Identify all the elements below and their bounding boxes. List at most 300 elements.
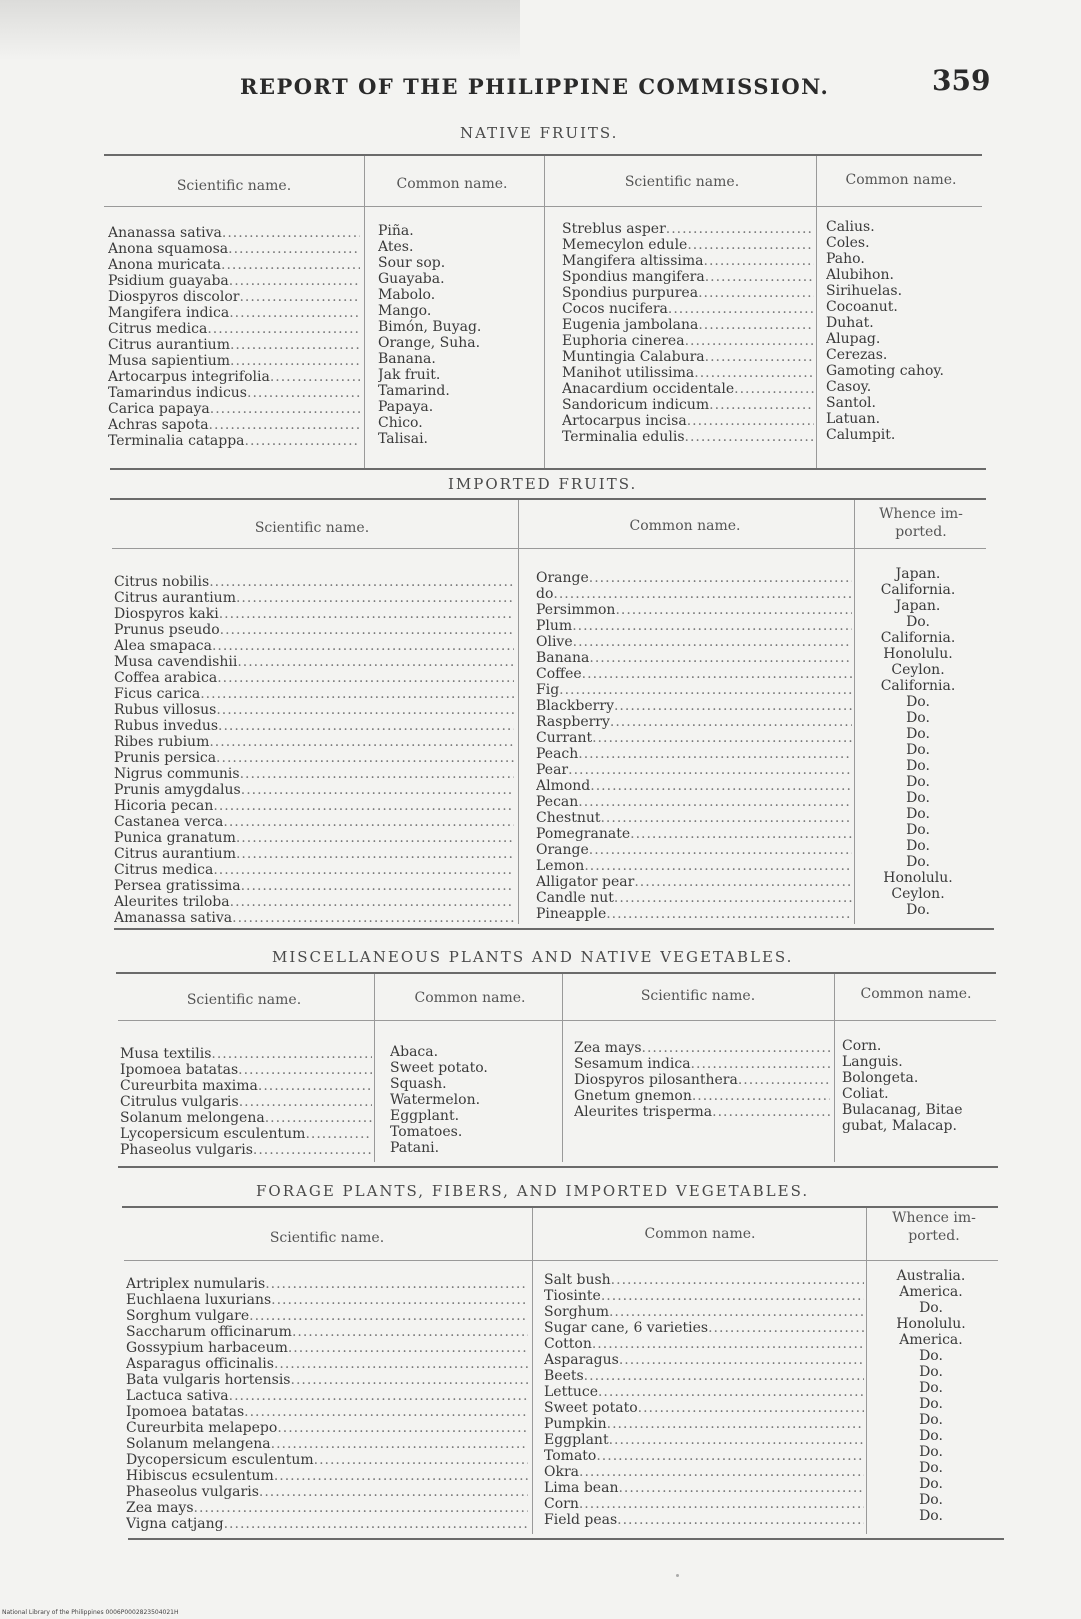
scientific-name-entry-text: Sesamum indica [574, 1056, 691, 1072]
scientific-name-entry-text: Tamarindus indicus [108, 385, 247, 401]
dot-leader [568, 762, 852, 778]
scan-shadow [0, 0, 520, 60]
scientific-name-entry-text: Ipomoea batatas [126, 1404, 245, 1420]
dot-leader [209, 417, 360, 433]
common-name-entry: Jak fruit. [378, 367, 441, 383]
dot-leader [642, 1040, 830, 1056]
scientific-name-entry [114, 606, 514, 622]
origin-entry: Do. [906, 854, 930, 870]
dot-leader [705, 349, 814, 365]
dot-leader [709, 397, 814, 413]
dot-leader [253, 1142, 372, 1158]
common-name-entry: Cerezas. [826, 347, 888, 363]
dot-leader [614, 890, 852, 906]
scientific-name-entry-text: Citrus aurantium [114, 846, 236, 862]
native-right-scientific-list [562, 221, 814, 445]
common-name-entry: Alubihon. [826, 267, 894, 283]
scientific-name-entry-text: Punica granatum [114, 830, 236, 846]
scientific-name-entry [114, 574, 514, 590]
common-name-entry-text: Pecan [536, 794, 579, 810]
scientific-name-entry [114, 654, 514, 670]
scientific-name-entry-text: Zea mays [126, 1500, 194, 1516]
dot-leader [687, 413, 814, 429]
common-name-entry: Tamarind. [378, 383, 450, 399]
dot-leader [236, 830, 514, 846]
forage-header-common: Common name. [644, 1226, 756, 1242]
scientific-name-entry [120, 1142, 372, 1158]
misc-plants-header-rule [118, 1020, 996, 1021]
scientific-name-entry-text: Euchlaena luxurians [126, 1292, 272, 1308]
origin-entry: Do. [919, 1428, 943, 1444]
scientific-name-entry [126, 1340, 528, 1356]
dot-leader [592, 1336, 864, 1352]
forage-common-list [544, 1272, 864, 1528]
scientific-name-entry [126, 1276, 528, 1292]
origin-entry: Do. [906, 758, 930, 774]
forage-col-divider-2 [866, 1208, 867, 1534]
common-name-entry-text: Sorghum [544, 1304, 609, 1320]
scientific-name-entry [562, 269, 814, 285]
scientific-name-entry [114, 862, 514, 878]
scientific-name-entry [114, 766, 514, 782]
dot-leader [230, 894, 514, 910]
common-name-entry [536, 826, 852, 842]
dot-leader [220, 622, 514, 638]
dot-leader [553, 586, 852, 602]
scientific-name-entry [114, 798, 514, 814]
common-name-entry [544, 1416, 864, 1432]
scientific-name-entry-text: Zea mays [574, 1040, 642, 1056]
scientific-name-entry [562, 301, 814, 317]
scientific-name-entry [108, 401, 360, 417]
scientific-name-entry [108, 257, 360, 273]
common-name-entry [544, 1384, 864, 1400]
origin-entry: Australia. [896, 1268, 966, 1284]
native-left-common-list [378, 223, 542, 447]
dot-leader [219, 606, 514, 622]
scientific-name-entry [108, 369, 360, 385]
scientific-name-entry-text: Aleurites triloba [114, 894, 230, 910]
scientific-name-entry-text: Vigna catjang [126, 1516, 224, 1532]
dot-leader [607, 1416, 864, 1432]
dot-leader [705, 269, 814, 285]
scientific-name-entry-text: Aleurites trisperma [574, 1104, 713, 1120]
common-name-entry-text: Lima bean [544, 1480, 619, 1496]
scientific-name-entry [108, 225, 360, 241]
scientific-name-entry-text: Musa cavendishii [114, 654, 238, 670]
origin-entry: Do. [906, 806, 930, 822]
origin-entry: Do. [919, 1460, 943, 1476]
common-name-entry-text: Orange [536, 842, 589, 858]
origin-entry: Do. [919, 1444, 943, 1460]
common-name-entry: Santol. [826, 395, 876, 411]
misc-header-scientific-1: Scientific name. [186, 992, 302, 1008]
scientific-name-entry [114, 814, 514, 830]
scientific-name-entry [114, 894, 514, 910]
common-name-entry-text: Pomegranate [536, 826, 631, 842]
dot-leader [685, 333, 814, 349]
origin-entry: America. [899, 1332, 963, 1348]
scientific-name-entry-text: Asparagus officinalis [126, 1356, 274, 1372]
common-name-entry [544, 1352, 864, 1368]
dot-leader [209, 734, 514, 750]
scientific-name-entry [562, 285, 814, 301]
common-name-entry: Duhat. [826, 315, 874, 331]
origin-entry: Honolulu. [883, 870, 953, 886]
scientific-name-entry [126, 1516, 528, 1532]
misc-header-scientific-2: Scientific name. [640, 988, 756, 1004]
scientific-name-entry [126, 1452, 528, 1468]
common-name-entry: Guayaba. [378, 271, 445, 287]
scientific-name-entry-text: Spondius purpurea [562, 285, 699, 301]
dot-leader [668, 301, 814, 317]
common-name-entry-text: Chestnut [536, 810, 601, 826]
common-name-entry-text: Coffee [536, 666, 582, 682]
scientific-name-entry [126, 1388, 528, 1404]
origin-entry: Japan. [895, 566, 941, 582]
dot-leader [265, 1110, 372, 1126]
scientific-name-entry-text: Memecylon edule [562, 237, 688, 253]
dot-leader [734, 381, 814, 397]
origin-entry: Do. [906, 726, 930, 742]
origin-entry: Honolulu. [896, 1316, 966, 1332]
native-fruits-title: NATIVE FRUITS. [460, 124, 619, 142]
scientific-name-entry-text: Saccharum officinarum [126, 1324, 292, 1340]
common-name-entry-text: Sugar cane, 6 varieties [544, 1320, 709, 1336]
misc-header-common-2: Common name. [860, 986, 972, 1002]
scientific-name-entry-text: Cureurbita melapepo [126, 1420, 278, 1436]
scientific-name-entry [120, 1062, 372, 1078]
dot-leader [292, 1324, 528, 1340]
common-name-entry: Calius. [826, 219, 875, 235]
scientific-name-entry-text: Bata vulgaris hortensis [126, 1372, 291, 1388]
common-name-entry [536, 650, 852, 666]
scientific-name-entry-text: Spondius mangifera [562, 269, 705, 285]
common-name-entry-text: Tomato [544, 1448, 597, 1464]
dot-leader [230, 337, 360, 353]
common-name-entry [544, 1464, 864, 1480]
common-name-entry: Eggplant. [390, 1108, 460, 1124]
dot-leader [698, 285, 814, 301]
dot-leader [614, 698, 852, 714]
imported-common-list [536, 570, 852, 922]
dot-leader [236, 846, 514, 862]
common-name-entry: Coliat. [842, 1086, 889, 1102]
scientific-name-entry-text: Carica papaya [108, 401, 210, 417]
scientific-name-entry-text: Terminalia catappa [108, 433, 245, 449]
common-name-entry-text: Beets [544, 1368, 584, 1384]
scientific-name-entry-text: Cocos nucifera [562, 301, 668, 317]
origin-entry: Japan. [895, 598, 941, 614]
origin-entry: Ceylon. [891, 662, 945, 678]
dot-leader [694, 365, 814, 381]
scientific-name-entry-text: Prunis amygdalus [114, 782, 241, 798]
scientific-name-entry-text: Ipomoea batatas [120, 1062, 239, 1078]
dot-leader [288, 1340, 528, 1356]
dot-leader [211, 1046, 372, 1062]
common-name-entry [536, 810, 852, 826]
scientific-name-entry-text: Phaseolus vulgaris [120, 1142, 253, 1158]
native-fruits-bottom-rule [110, 468, 986, 470]
common-name-entry [536, 714, 852, 730]
common-name-entry [536, 794, 852, 810]
origin-entry: Do. [919, 1412, 943, 1428]
dot-leader [265, 1276, 528, 1292]
scientific-name-entry-text: Musa sapientium [108, 353, 231, 369]
scientific-name-entry [120, 1126, 372, 1142]
dot-leader [244, 1404, 528, 1420]
dot-leader [270, 369, 360, 385]
origin-entry: Do. [906, 710, 930, 726]
imported-whence-list [856, 566, 980, 918]
dot-leader [238, 1062, 372, 1078]
scientific-name-entry-text: Sorghum vulgare [126, 1308, 250, 1324]
dot-leader [584, 1368, 864, 1384]
dot-leader [698, 317, 814, 333]
origin-entry: Do. [906, 694, 930, 710]
scientific-name-entry-text: Ribes rubium [114, 734, 210, 750]
scientific-name-entry [108, 353, 360, 369]
common-name-entry: Bulacanag, Bitae [842, 1102, 963, 1118]
scientific-name-entry-text: Nigrus communis [114, 766, 240, 782]
common-name-entry-text: Cotton [544, 1336, 592, 1352]
misc-col-divider-1 [374, 974, 375, 1162]
dot-leader [291, 1372, 529, 1388]
dot-leader [572, 618, 852, 634]
dot-leader [216, 702, 514, 718]
scientific-name-entry [114, 878, 514, 894]
scientific-name-entry [574, 1056, 830, 1072]
common-name-entry: Orange, Suha. [378, 335, 481, 351]
common-name-entry-text: Currant [536, 730, 593, 746]
common-name-entry: Talisai. [378, 431, 429, 447]
misc-right-common-list [842, 1038, 994, 1134]
scientific-name-entry [574, 1072, 830, 1088]
scientific-name-entry-text: Hicoria pecan [114, 798, 214, 814]
scientific-name-entry [114, 734, 514, 750]
scan-speck [676, 1574, 679, 1577]
common-name-entry [536, 746, 852, 762]
scientific-name-entry [126, 1500, 528, 1516]
misc-header-common-1: Common name. [414, 990, 526, 1006]
scientific-name-entry-text: Anona squamosa [108, 241, 229, 257]
common-name-entry [536, 634, 852, 650]
common-name-entry: Bolongeta. [842, 1070, 919, 1086]
common-name-entry: Banana. [378, 351, 436, 367]
origin-entry: Do. [906, 774, 930, 790]
scientific-name-entry [126, 1420, 528, 1436]
scientific-name-entry [114, 686, 514, 702]
page-number: 359 [932, 64, 991, 97]
dot-leader [247, 385, 360, 401]
common-name-entry: Cocoanut. [826, 299, 898, 315]
origin-entry: Do. [906, 838, 930, 854]
origin-entry: Do. [906, 822, 930, 838]
origin-entry: California. [880, 678, 956, 694]
common-name-entry-text: Tiosinte [544, 1288, 601, 1304]
dot-leader [229, 1388, 528, 1404]
native-left-scientific-list [108, 225, 360, 449]
common-name-entry-text: Candle nut [536, 890, 614, 906]
scientific-name-entry-text: Sandoricum indicum [562, 397, 710, 413]
common-name-entry-text: Lettuce [544, 1384, 598, 1400]
native-fruits-top-rule [104, 154, 982, 156]
scientific-name-entry [126, 1468, 528, 1484]
misc-right-scientific-list [574, 1040, 830, 1120]
origin-entry: Do. [906, 902, 930, 918]
dot-leader [592, 730, 852, 746]
scientific-name-entry-text: Ananassa sativa [108, 225, 222, 241]
common-name-entry: Mango. [378, 303, 432, 319]
dot-leader [692, 1088, 830, 1104]
origin-entry: Do. [919, 1348, 943, 1364]
dot-leader [590, 778, 852, 794]
native-col-divider-3 [816, 156, 817, 468]
scientific-name-entry [120, 1078, 372, 1094]
common-name-entry: Coles. [826, 235, 870, 251]
dot-leader [305, 1126, 372, 1142]
imported-scientific-list [114, 574, 514, 926]
common-name-entry-text: Alligator pear [536, 874, 635, 890]
scientific-name-entry-text: Anona muricata [108, 257, 221, 273]
native-header-scientific-1: Scientific name. [176, 178, 292, 194]
scientific-name-entry [120, 1094, 372, 1110]
scientific-name-entry [114, 702, 514, 718]
dot-leader [691, 1056, 830, 1072]
dot-leader [638, 1400, 864, 1416]
scientific-name-entry [108, 289, 360, 305]
scientific-name-entry-text: Euphoria cinerea [562, 333, 685, 349]
origin-entry: California. [880, 582, 956, 598]
common-name-entry-text: Sweet potato [544, 1400, 638, 1416]
scientific-name-entry [562, 333, 814, 349]
common-name-entry [544, 1336, 864, 1352]
scientific-name-entry-text: Citrus nobilis [114, 574, 210, 590]
common-name-entry-text: Raspberry [536, 714, 610, 730]
dot-leader [274, 1468, 528, 1484]
common-name-entry: Squash. [390, 1076, 447, 1092]
scientific-name-entry [108, 433, 360, 449]
imported-header-scientific: Scientific name. [254, 520, 370, 536]
forage-col-divider-1 [532, 1208, 533, 1534]
dot-leader [610, 714, 852, 730]
origin-entry: Do. [919, 1396, 943, 1412]
common-name-entry-text: Salt bush [544, 1272, 611, 1288]
dot-leader [200, 686, 514, 702]
common-name-entry: Casoy. [826, 379, 872, 395]
dot-leader [237, 654, 514, 670]
scientific-name-entry-text: Manihot utilissima [562, 365, 695, 381]
native-header-common-2: Common name. [845, 172, 957, 188]
scientific-name-entry [108, 337, 360, 353]
origin-entry: Do. [906, 742, 930, 758]
dot-leader [271, 1436, 528, 1452]
dot-leader [222, 225, 360, 241]
scientific-name-entry-text: Prunus pseudo [114, 622, 220, 638]
scientific-name-entry-text: Mangifera indica [108, 305, 230, 321]
common-name-entry-text: Lemon [536, 858, 585, 874]
origin-entry: Ceylon. [891, 886, 945, 902]
dot-leader [236, 590, 514, 606]
imported-header-whence-2: ported. [895, 524, 947, 540]
dot-leader [223, 814, 514, 830]
scientific-name-entry [562, 317, 814, 333]
scientific-name-entry [126, 1436, 528, 1452]
imported-fruits-bottom-rule [114, 928, 994, 930]
common-name-entry-text: Olive [536, 634, 573, 650]
imported-header-whence-1: Whence im- [879, 506, 963, 522]
dot-leader [598, 1384, 864, 1400]
native-header-common-1: Common name. [396, 176, 508, 192]
scientific-name-entry [126, 1356, 528, 1372]
scientific-name-entry [562, 381, 814, 397]
origin-entry: Do. [919, 1508, 943, 1524]
common-name-entry: Languis. [842, 1054, 903, 1070]
dot-leader [596, 1448, 864, 1464]
common-name-entry-text: Pear [536, 762, 569, 778]
scientific-name-entry-text: Phaseolus vulgaris [126, 1484, 259, 1500]
forage-header-whence-2: ported. [908, 1228, 960, 1244]
common-name-entry: Patani. [390, 1140, 440, 1156]
native-right-common-list [826, 219, 982, 443]
dot-leader [712, 1104, 830, 1120]
scientific-name-entry [108, 417, 360, 433]
dot-leader [271, 1292, 528, 1308]
scientific-name-entry-text: Amanassa sativa [114, 910, 233, 926]
dot-leader [194, 1500, 528, 1516]
dot-leader [239, 289, 360, 305]
scientific-name-entry [108, 273, 360, 289]
common-name-entry: Corn. [842, 1038, 882, 1054]
dot-leader [207, 321, 360, 337]
scientific-name-entry-text: Lycopersicum esculentum [120, 1126, 306, 1142]
scientific-name-entry-text: Solanum melangena [126, 1436, 271, 1452]
dot-leader [578, 746, 852, 762]
dot-leader [582, 666, 852, 682]
dot-leader [230, 353, 360, 369]
misc-plants-top-rule [116, 972, 996, 974]
dot-leader [232, 910, 514, 926]
scientific-name-entry [126, 1324, 528, 1340]
common-name-entry: Tomatoes. [390, 1124, 463, 1140]
dot-leader [589, 650, 852, 666]
dot-leader [609, 1304, 864, 1320]
scientific-name-entry-text: Castanea verca [114, 814, 224, 830]
scientific-name-entry-text: Persea gratissima [114, 878, 241, 894]
scientific-name-entry-text: Diospyros kaki [114, 606, 219, 622]
native-fruits-header-rule [104, 206, 982, 207]
common-name-entry [544, 1304, 864, 1320]
forage-header-scientific: Scientific name. [269, 1230, 385, 1246]
scientific-name-entry-text: Achras sapota [108, 417, 209, 433]
common-name-entry-text: Persimmon [536, 602, 616, 618]
origin-entry: California. [880, 630, 956, 646]
scientific-name-entry-text: Mangifera altissima [562, 253, 704, 269]
dot-leader [738, 1072, 830, 1088]
dot-leader [618, 1480, 864, 1496]
origin-entry: Do. [919, 1380, 943, 1396]
misc-plants-bottom-rule [118, 1166, 998, 1168]
scientific-name-entry [126, 1404, 528, 1420]
dot-leader [615, 602, 852, 618]
origin-entry: Do. [919, 1476, 943, 1492]
common-name-entry: Chico. [378, 415, 423, 431]
scientific-name-entry-text: Gossypium harbaceum [126, 1340, 288, 1356]
dot-leader [606, 906, 852, 922]
scientific-name-entry [114, 622, 514, 638]
forage-whence-list [870, 1268, 992, 1524]
scientific-name-entry-text: Cureurbita maxima [120, 1078, 258, 1094]
